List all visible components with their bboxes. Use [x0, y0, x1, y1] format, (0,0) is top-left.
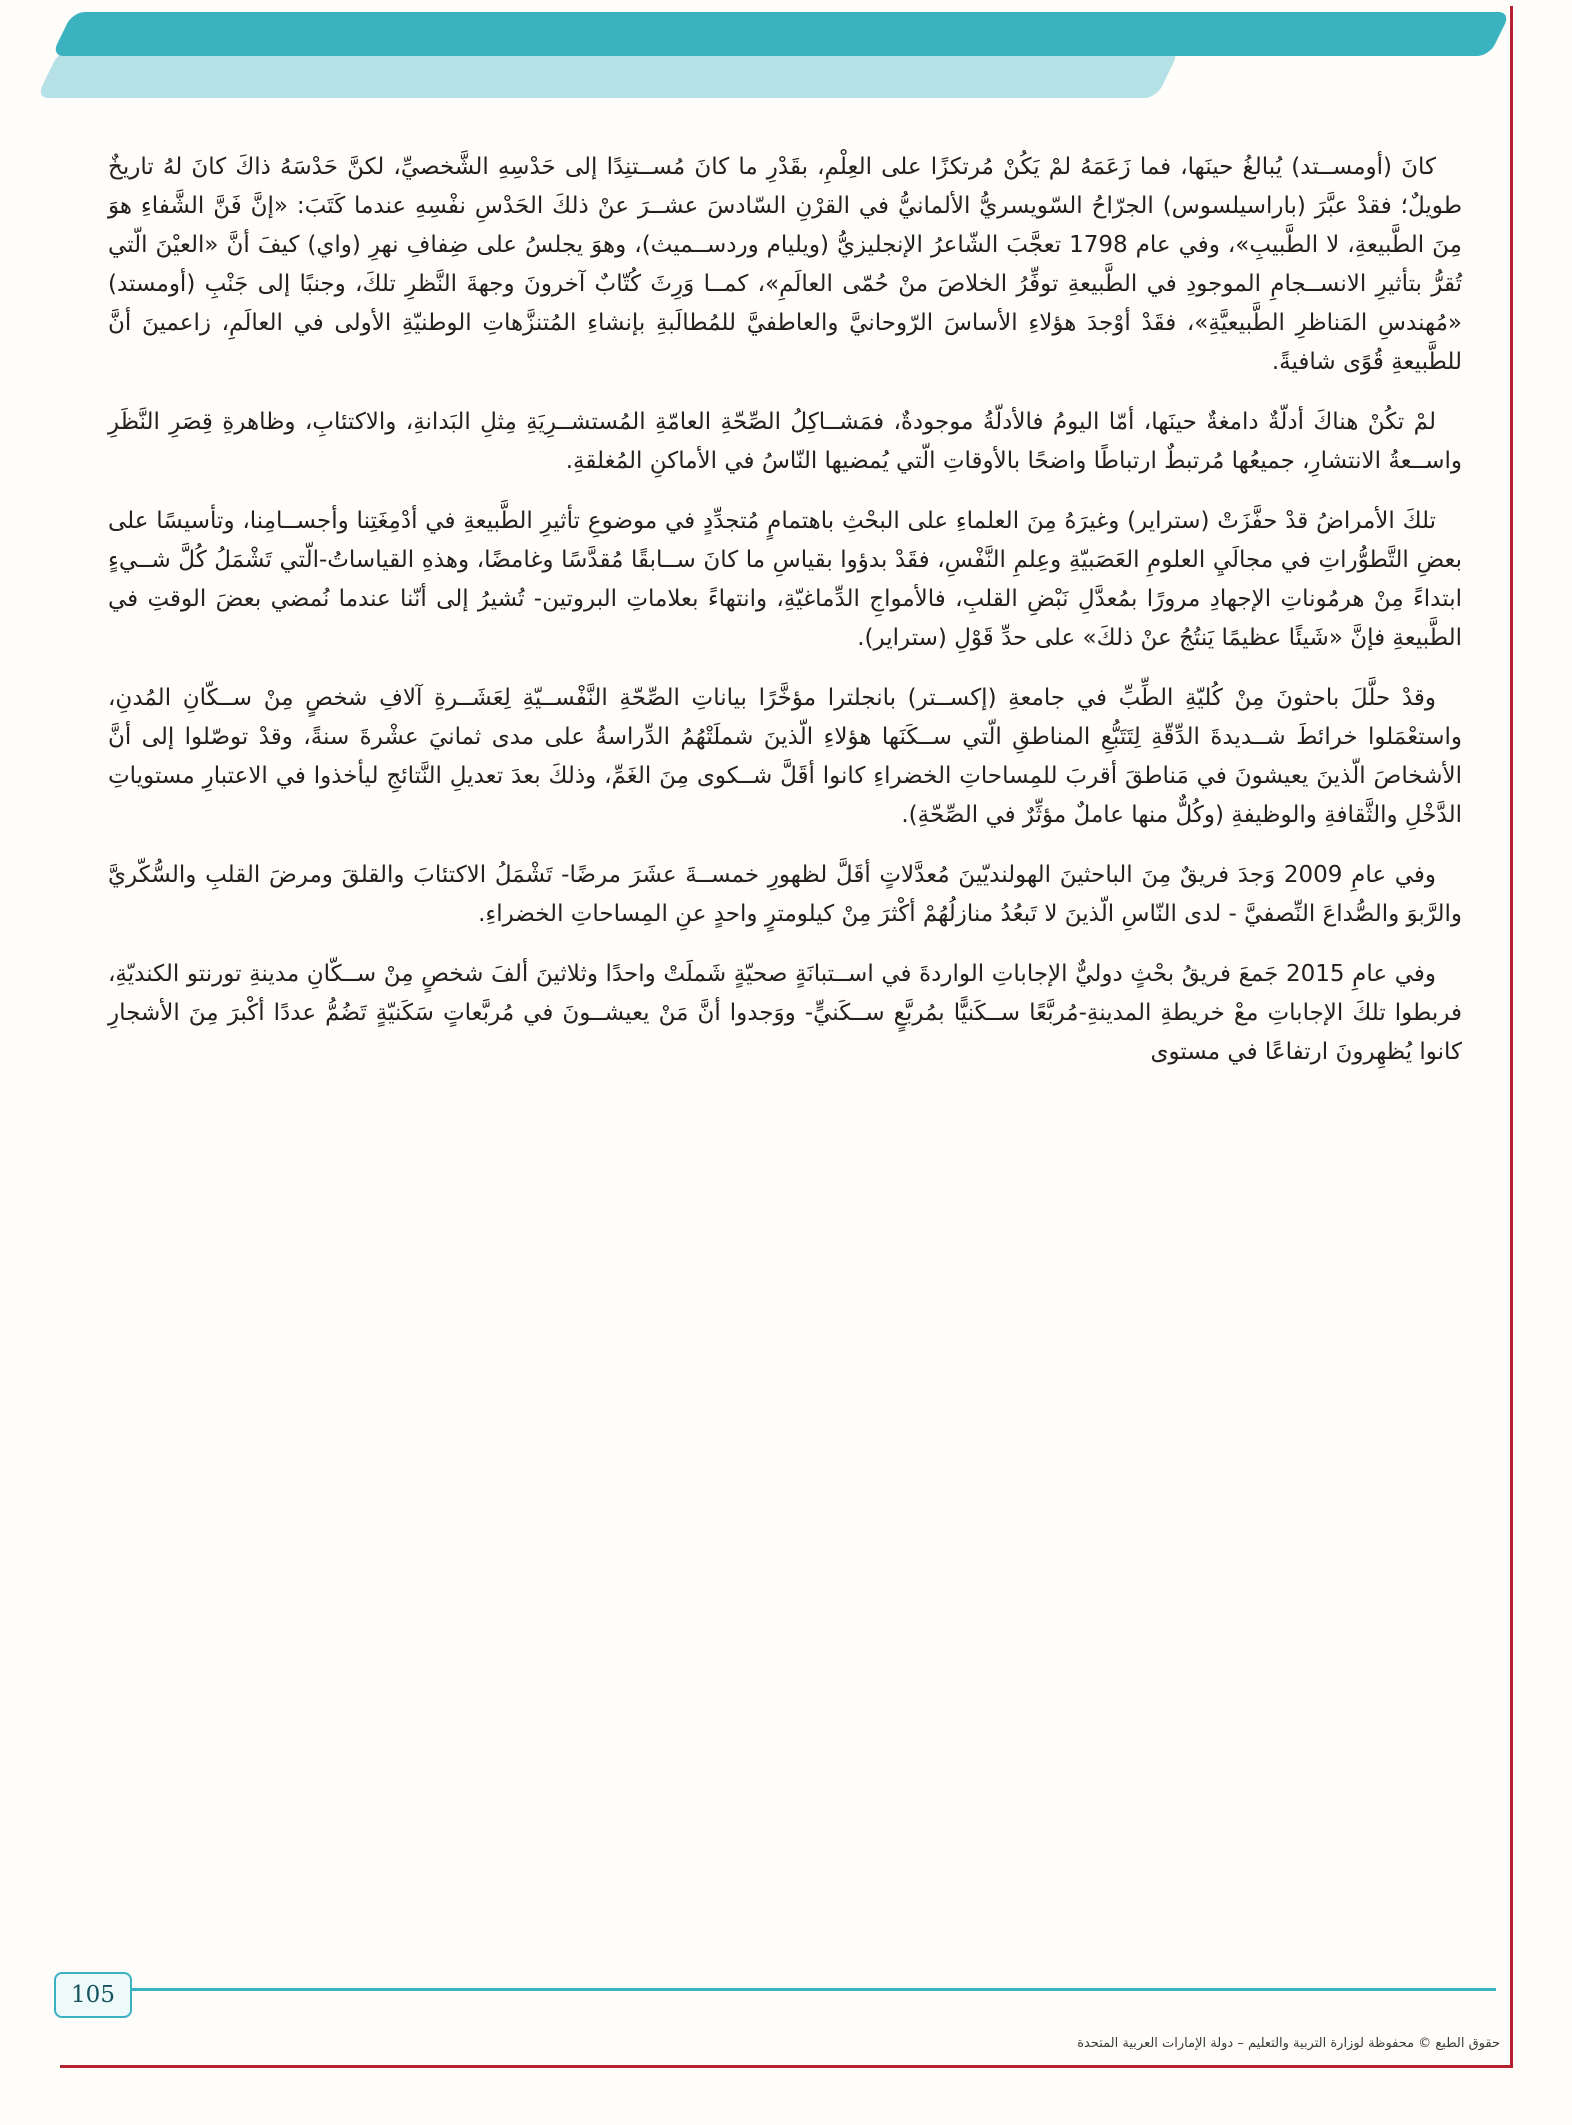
paragraph-3: تلكَ الأمراضُ قدْ حفَّزَتْ (ستراير) وغيرَهُ مِنَ العلماءِ على البحْثِ باهتمامٍ مُتجدِّدٍ في موضوعِ تأثيرِ الطَّبيعةِ في أدْمِغَتِنا وأجســامِنا، وتأسيسًا على بعضِ التَّطوُّراتِ في مجالَيِ العلومِ العَصَبيّةِ وعِلمِ النَّفْسِ، فقَدْ بدؤوا بقياسِ ما كانَ ســابقًا مُقدَّسًا وغامضًا، وهذهِ القياساتُ-الّتي تَشْمَلُ كُلَّ شــيءٍ ابتداءً مِنْ هرمُوناتِ الإجهادِ مرورًا بمُعدَّلِ نَبْضِ القلبِ، فالأمواجِ الدِّماغيّةِ، وانتهاءً بعلاماتِ البروتين- تُشيرُ إلى أنّنا عندما نُمضي بعضَ الوقتِ في الطَّبيعةِ فإنَّ «شَيئًا عظيمًا يَنتُجُ عنْ ذلكَ» على حدِّ قَوْلِ (ستراير). — [108, 508, 1462, 651]
bottom-border-line — [60, 2065, 1513, 2068]
right-border-line — [1510, 6, 1513, 2068]
page-number-badge — [54, 1972, 132, 2018]
footer-divider-line — [128, 1988, 1496, 1991]
paragraph-6: وفي عامِ 2015 جَمعَ فريقُ بحْثٍ دوليٌّ الإجاباتِ الواردةَ في اســتبانَةٍ صحيّةٍ شَملَتْ واحدًا وثلاثينَ ألفَ شخصٍ مِنْ ســكّانِ مدينةِ تورنتو الكنديّةِ، فربطوا تلكَ الإجاباتِ معْ خريطةِ المدينةِ-مُربَّعًا ســكَنيًّا بمُربَّعٍ ســكَنيٍّ- ووَجدوا أنَّ مَنْ يعيشــونَ في مُربَّعاتٍ سَكَنيّةٍ تَضُمُّ عددًا أكْبرَ مِنَ الأشجارِ كانوا يُظهِرونَ ارتفاعًا في مستوى — [108, 961, 1462, 1065]
paragraph-4: وقدْ حلَّلَ باحثونَ مِنْ كُليّةِ الطِّبِّ في جامعةِ (إكســتر) بانجلترا مؤخَّرًا بياناتِ الصِّحّةِ النَّفْســيّةِ لِعَشَــرةِ آلافِ شخصٍ مِنْ ســكّانِ المُدنِ، واستعْمَلوا خرائطَ شــديدةَ الدِّقّةِ لِتَتَبُّعِ المناطقِ الّتي ســكَنَها هؤلاءِ الّذينَ شملَتْهُمُ الدِّراسةُ على مدى ثمانيَ عشْرةَ سنةً، وقدْ توصّلوا إلى أنَّ الأشخاصَ الّذينَ يعيشونَ في مَناطقَ أقربَ للمِساحاتِ الخضراءِ كانوا أقَلَّ شــكوى مِنَ الغَمِّ، وذلكَ بعدَ تعديلِ النَّتائجِ ليأخذوا في الاعتبارِ مستوياتِ الدَّخْلِ والثَّقافةِ والوظيفةِ (وكُلٌّ منها عاملٌ مؤثِّرٌ في الصِّحّةِ). — [108, 685, 1462, 828]
copyright-text: حقوق الطبع © محفوظة لوزارة التربية والتعليم – دولة الإمارات العربية المتحدة — [1077, 2036, 1500, 2051]
header-ribbon-dark — [51, 12, 1510, 56]
paragraph-2: لمْ تكُنْ هناكَ أدلّةٌ دامغةٌ حينَها، أمّا اليومُ فالأدلّةُ موجودةٌ، فمَشــاكِلُ الصِّحّةِ العامّةِ المُستشــرِيَةِ مِثلِ البَدانةِ، والاكتئابِ، وظاهرةِ قِصَرِ النَّظَرِ واســعةُ الانتشارِ، جميعُها مُرتبطٌ ارتباطًا واضحًا بالأوقاتِ الّتي يُمضيها النّاسُ في الأماكنِ المُغلقةِ. — [108, 409, 1462, 474]
paragraph-5: وفي عامِ 2009 وَجدَ فريقٌ مِنَ الباحثينَ الهولنديّينَ مُعدَّلاتٍ أقَلَّ لظهورِ خمســةَ عشَرَ مرضًا- تَشْمَلُ الاكتئابَ والقلقَ ومرضَ القلبِ والسُّكّريَّ والرَّبوَ والصُّداعَ النِّصفيَّ - لدى النّاسِ الّذينَ لا تَبعُدُ منازلُهُمْ أكْثرَ مِنْ كيلومترٍ واحدٍ عنِ المِساحاتِ الخضراءِ. — [108, 862, 1462, 927]
body-text — [108, 148, 1462, 1093]
paragraph-1: كانَ (أومســتد) يُبالغُ حينَها، فما زَعَمَهُ لمْ يَكُنْ مُرتكزًا على العِلْمِ، بقَدْرِ ما كانَ مُســتنِدًا إلى حَدْسِهِ الشَّخصيِّ، لكنَّ حَدْسَهُ ذاكَ كانَ لهُ تاريخٌ طويلٌ؛ فقدْ عبَّرَ (باراسيلسوس) الجرّاحُ السّويسريُّ الألمانيُّ في القرْنِ السّادسَ عشــرَ عنْ ذلكَ الحَدْسِ نفْسِهِ عندما كَتَبَ: «إنَّ فَنَّ الشَّفاءِ هوَ مِنَ الطَّبيعةِ، لا الطَّبيبِ»، وفي عام 1798 تعجَّبَ الشّاعرُ الإنجليزيُّ (ويليام وردســميث)، وهوَ يجلسُ على ضِفافِ نهرِ (واي) كيفَ أنَّ «العيْنَ الّتي تُقرُّ بتأثيرِ الانســجامِ الموجودِ في الطَّبيعةِ توفِّرُ الخلاصَ منْ حُمّى العالَمِ»، كمــا وَرِثَ كُتّابٌ آخرونَ وجهةَ النَّظرِ تلكَ، وجنبًا إلى جَنْبِ (أومستد) «مُهندسِ المَناظرِ الطَّبيعيَّةِ»، فقَدْ أوْجدَ هؤلاءِ الأساسَ الرّوحانيَّ والعاطفيَّ للمُطالَبةِ بإنشاءِ المُتنزَّهاتِ الوطنيّةِ الأولى في العالَمِ، زاعمينَ أنَّ للطَّبيعةِ قُوًى شافيةً. — [108, 154, 1462, 375]
header-ribbon-light — [36, 50, 1179, 98]
page-number: 105 — [71, 1982, 115, 2008]
